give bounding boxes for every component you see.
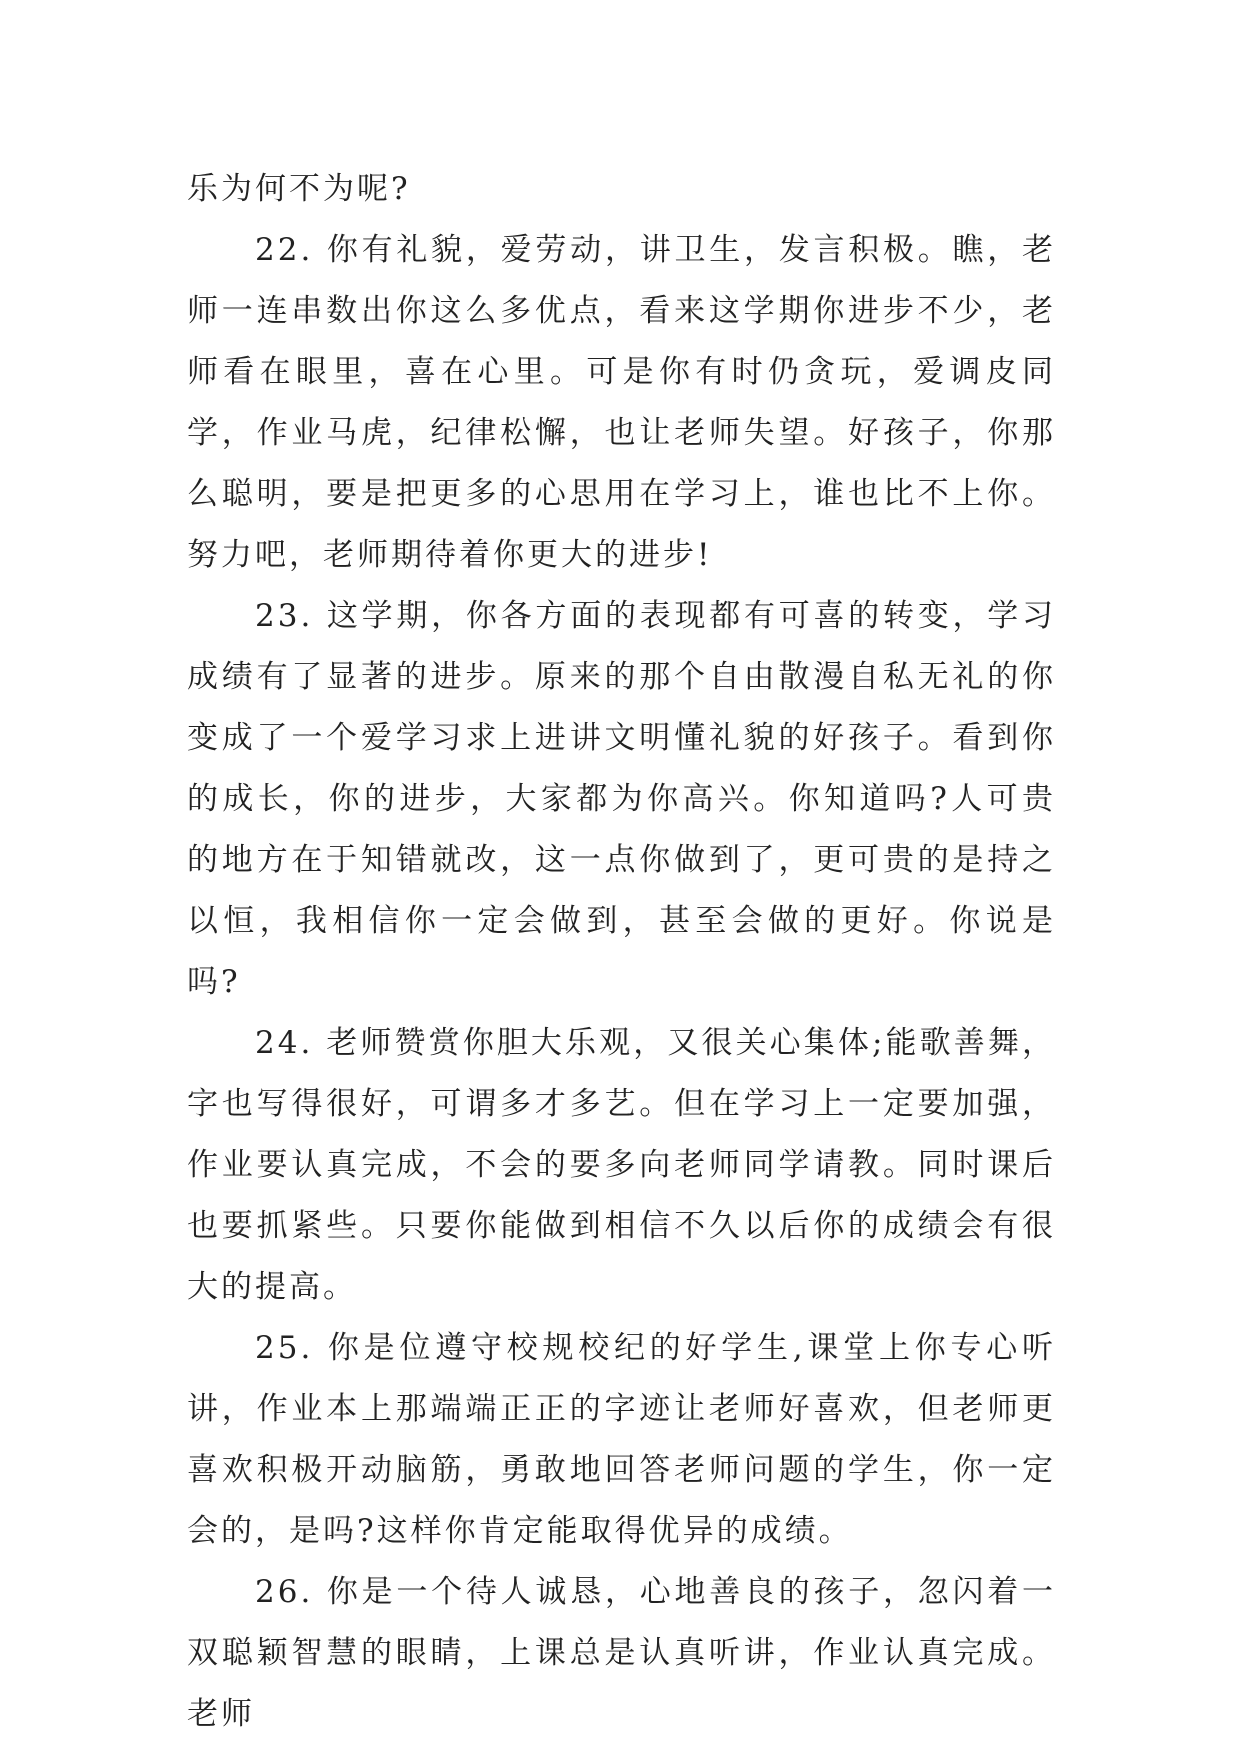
paragraph-22: 22. 你有礼貌，爱劳动，讲卫生，发言积极。瞧，老师一连串数出你这么多优点，看来这学期你进步不少，老师看在眼里，喜在心里。可是你有时仍贪玩，爱调皮同学，作业马虎，纪律松懈，也让老师失望。好孩子，你那么聪明，要是把更多的心思用在学习上，谁也比不上你。努力吧，老师期待着你更大的进步! bbox=[187, 232, 1056, 573]
paragraph-26: 26. 你是一个待人诚恳，心地善良的孩子，忽闪着一双聪颖智慧的眼睛，上课总是认真听讲，作业认真完成。老师 bbox=[187, 1574, 1056, 1732]
paragraph-25: 25. 你是位遵守校规校纪的好学生,课堂上你专心听讲，作业本上那端端正正的字迹让老师好喜欢，但老师更喜欢积极开动脑筋，勇敢地回答老师问题的学生，你一定会的，是吗?这样你肯定能取得优异的成绩。 bbox=[187, 1330, 1056, 1549]
paragraph-continuation: 乐为何不为呢? bbox=[187, 171, 411, 207]
document-body bbox=[187, 159, 1056, 1745]
paragraph-24: 24. 老师赞赏你胆大乐观，又很关心集体;能歌善舞，字也写得很好，可谓多才多艺。但在学习上一定要加强，作业要认真完成，不会的要多向老师同学请教。同时课后也要抓紧些。只要你能做到相信不久以后你的成绩会有很大的提高。 bbox=[187, 1025, 1056, 1305]
paragraph-23: 23. 这学期，你各方面的表现都有可喜的转变，学习成绩有了显著的进步。原来的那个自由散漫自私无礼的你变成了一个爱学习求上进讲文明懂礼貌的好孩子。看到你的成长，你的进步，大家都为你高兴。你知道吗?人可贵的地方在于知错就改，这一点你做到了，更可贵的是持之以恒，我相信你一定会做到，甚至会做的更好。你说是吗? bbox=[187, 598, 1056, 1000]
